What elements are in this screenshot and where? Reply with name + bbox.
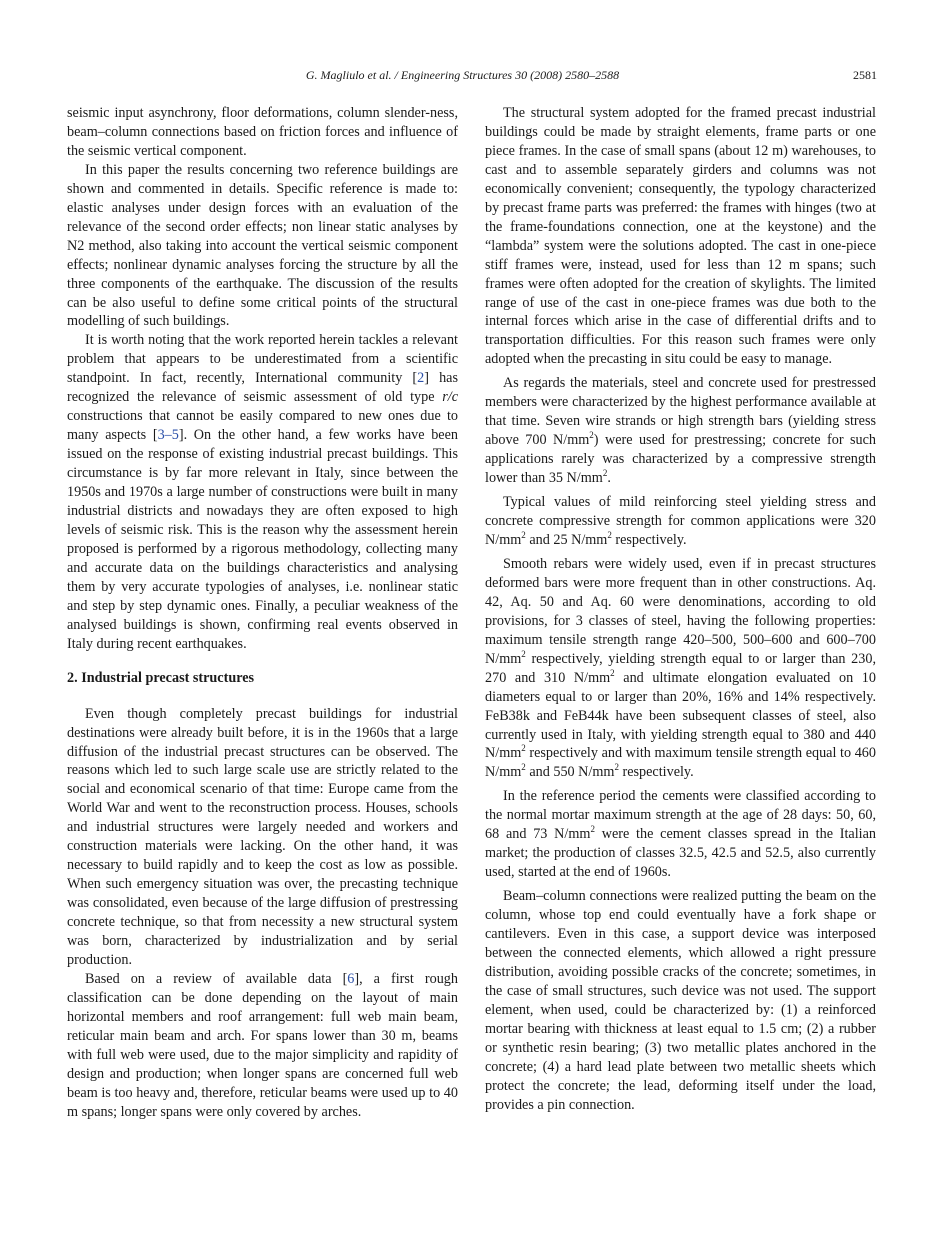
text-run: respectively. xyxy=(618,764,694,781)
text-run: were the cement classes spread in the Italian market; the production of classes 32.5, 42.5 and 52.5, also currently used, started at the end of 1960s. xyxy=(485,826,876,881)
text-run: ]. On the other hand, a few works have been issued on the response of existing industrial precast buildings. This circumstance is by far more relevant in Italy, since between the 1950s and 1970s a large number of constructions were built in many industrial districts and nowadays they are often exposed to high levels of seismic risk. This is the reason why the assessment herein proposed is performed by a rigorous methodology, collecting many and accurate data on the buildings characteristics and analysing them by very accurate typologies of analyses, i.e. nonlinear static and step by step dynamic ones. Finally, a peculiar weakness of the analysed buildings is shown, confirming real events observed in Italy during recent earthquakes. xyxy=(67,427,458,652)
text-run: and 25 N/mm xyxy=(525,531,608,548)
section-heading: 2. Industrial precast structures xyxy=(67,669,255,686)
paragraph: The structural system adopted for the framed precast industrial buildings could be made by straight elements, frame parts or one piece frames. In the case of small spans (about 12 m) warehouses, to cast and to assemble separately girders and columns was not economically convenient; consequently, the typology characterized by precast frame parts was preferred: the frames with hinges (two at the frame-foundations connection, one at the keystone) and the “lambda” system were the solutions adopted. The cast in one-piece stiff frames were, instead, used for less than 12 m spans; such frames were often adopted for the creation of skylights. The limited range of use of the cast in one-piece frames was due both to the internal forces which arise in the case of differential drifts and to transportation difficulties. For this reason such frames were only adopted when the precasting in situ could be easy to manage. xyxy=(485,105,876,368)
text-run: constructions that cannot be easily compared to new ones due to many aspects [ xyxy=(67,408,458,444)
superscript: 2 xyxy=(521,529,526,540)
paragraph xyxy=(67,331,458,653)
citation-link[interactable]: 2 xyxy=(417,370,425,387)
text-run: In the reference period the cements were classified according to the normal mortar maximum strength at the age of 28 days: 50, 60, 68 and 73 N/mm xyxy=(485,788,876,843)
text-run: . xyxy=(607,470,611,487)
paragraph: seismic input asynchrony, floor deformations, column slender-ness, beam–column connections based on friction forces and influence of the seismic vertical component. xyxy=(67,105,458,159)
paragraph xyxy=(485,555,876,782)
superscript: 2 xyxy=(590,824,595,835)
paragraph: Even though completely precast buildings for industrial destinations were already built before, it is in the 1960s that a large diffusion of the industrial precast structures can be observed. The reasons which led to such large scale use are strictly related to the social and economical scenario of that time: Europe came from the World War and went to the reconstruction process. Houses, schools and industrial structures were largely needed and workers and construction materials were lacking. On the other hand, it was necessary to build rapidly and to keep the cost as low as possible. When such emergency situation was over, the precasting technique was consolidated, even because of the large diffusion of prestressing concrete technique, so that from necessity a new structural system was born, characterized by industrialization and by serial production. xyxy=(67,705,458,968)
text-run: As regards the materials, steel and concrete used for prestressed members were characterized by the highest performance available at that time. Seven wire strands or high strength bars (yielding stress above 700 N/mm xyxy=(485,375,876,449)
left-column xyxy=(67,104,458,1122)
text-run: ], a first rough classification can be done depending on the layout of main horizontal members and roof arrangement: full web main beam, reticular main beam and arch. For spans lower than 30 m, beams with full web were used, due to the major simplicity and rapidity of design and production; when longer spans are concerned full web beam is too heavy and, therefore, reticular beams were used up to 40 m spans; longer spans were only covered by arches. xyxy=(67,970,458,1120)
paragraph xyxy=(67,970,458,1122)
text-run: Smooth rebars were widely used, even if in precast structures deformed bars were more frequent than in other constructions. Aq. 42, Aq. 50 and Aq. 60 were denominations, according to old provisions, for 3 classes of steel, having the following properties: maximum tensile strength range 420–500, 500–600 and 600–700 N/mm xyxy=(485,555,876,667)
superscript: 2 xyxy=(521,648,526,659)
paragraph xyxy=(485,493,876,550)
superscript: 2 xyxy=(589,430,594,441)
citation-link[interactable]: 3–5 xyxy=(157,427,179,444)
text-run: ] has recognized the relevance of seismic assessment of old type xyxy=(67,370,458,406)
text-run: and ultimate elongation evaluated on 10 diameters equal to or larger than 20%, 16% and 14% respectively. FeB38k and FeB44k have been subsequent classes of steel, also currently used in Italy, with yielding strength equal to 380 and 440 N/mm xyxy=(485,669,876,762)
text-run: respectively. xyxy=(611,531,687,548)
text-run: Typical values of mild reinforcing steel yielding stress and concrete compressive strength for common applications were 320 N/mm xyxy=(485,494,876,548)
superscript: 2 xyxy=(607,529,612,540)
running-head xyxy=(0,68,925,88)
superscript: 2 xyxy=(521,762,526,773)
text-run: Based on a review of available data [ xyxy=(85,970,348,987)
superscript: 2 xyxy=(614,762,619,773)
paragraph xyxy=(485,787,876,882)
paragraph: In this paper the results concerning two reference buildings are shown and commented in details. Specific reference is made to: elastic analyses under design forces with an evaluation of the relevance of the second order effects; non linear static analyses by N2 method, also taking into account the vertical seismic component effects; nonlinear dynamic analyses forcing the structure by all the three components of the earthquake. The discussion of the results can be also useful to define some critical points of the structural modelling of such buildings. xyxy=(67,161,458,330)
text-run: ) were used for prestressing; concrete for such applications rarely was characterized by a compressive strength lower than 35 N/mm xyxy=(485,432,876,487)
page-number: 2581 xyxy=(853,68,877,82)
text-run: It is worth noting that the work reported herein tackles a relevant problem that appears to be underestimated from a scientific standpoint. In fact, recently, International community [ xyxy=(67,332,458,387)
paragraph: Beam–column connections were realized putting the beam on the column, whose top end could eventually have a fork shape or cantilevers. Even in this case, a support device was interposed between the connected elements, which allowed a right pressure distribution, avoiding possible cracks of the concrete; sometimes, in the case of small structures, such device was not used. The support element, when used, could be characterized by: (1) a reinforced mortar bearing with thickness at least equal to 1.5 cm; (2) a rubber or synthetic resin bearing; (3) two metallic plates anchored in the concrete; (4) a hard lead plate between two metallic sheets which protect the concrete; the lead, deforming itself under the load, provides a pin connection. xyxy=(485,888,876,1113)
text-run: and 550 N/mm xyxy=(525,764,615,781)
paragraph xyxy=(485,374,876,488)
citation-link[interactable]: 6 xyxy=(347,970,355,987)
right-column xyxy=(485,104,876,1115)
text-run: respectively, yielding strength equal to or larger than 230, 270 and 310 N/mm xyxy=(485,650,876,686)
journal-citation: G. Magliulo et al. / Engineering Structures 30 (2008) 2580–2588 xyxy=(305,68,620,82)
superscript: 2 xyxy=(602,468,608,479)
superscript: 2 xyxy=(610,667,615,678)
text-run: respectively and with maximum tensile strength equal to 460 N/mm xyxy=(485,745,876,781)
text-run: r/c xyxy=(442,389,458,406)
superscript: 2 xyxy=(521,743,526,754)
